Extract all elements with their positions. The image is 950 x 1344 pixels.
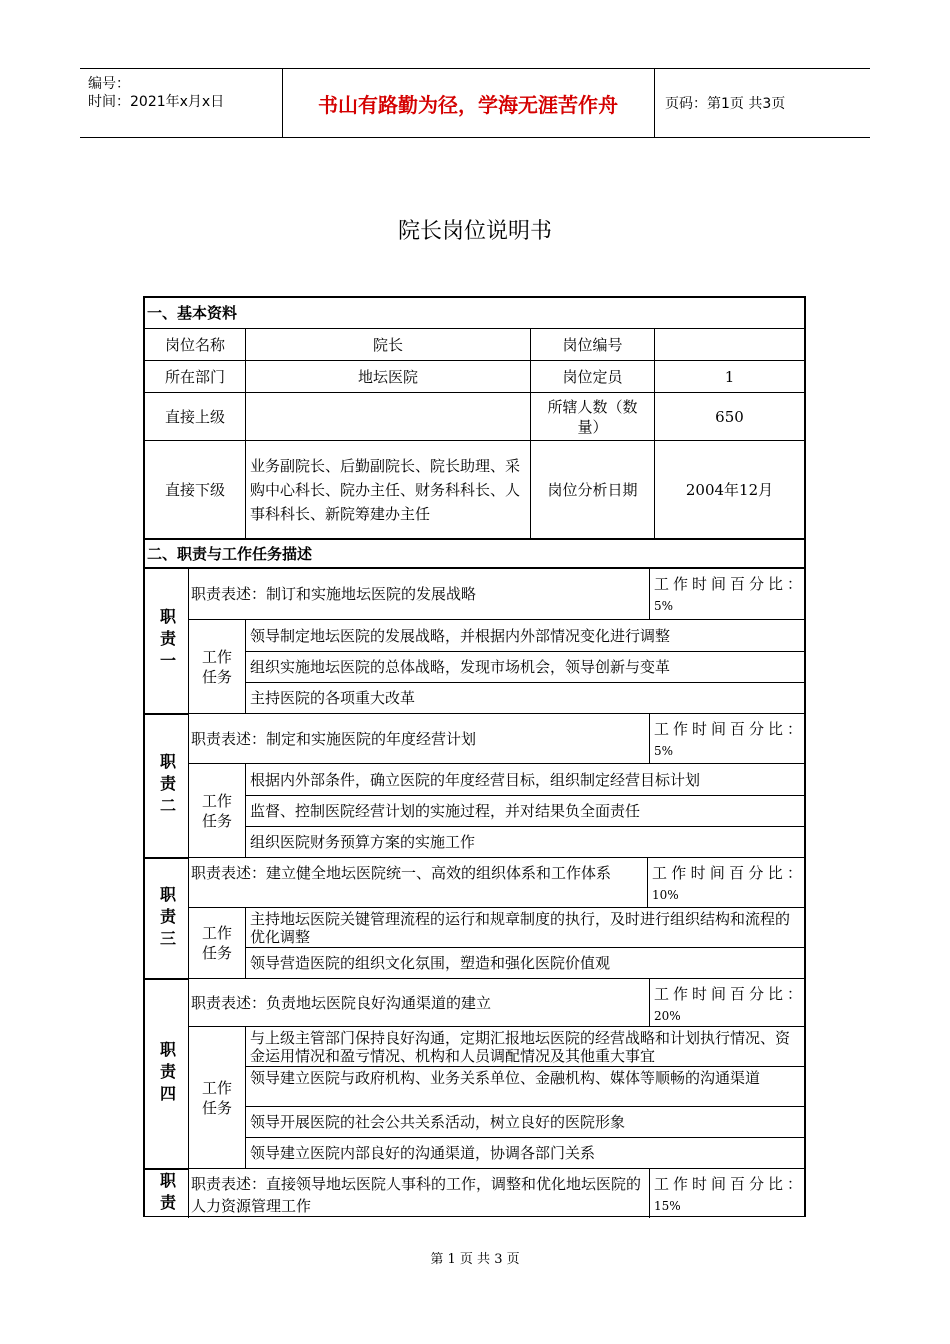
staff-count-label: 所辖人数（数量） xyxy=(531,392,655,440)
page-footer: 第 1 页 共 3 页 xyxy=(430,1252,520,1267)
section-basic-info-heading: 一、基本资料 xyxy=(147,304,238,322)
duty-4-label-cell xyxy=(145,978,189,1168)
duty-1-task-3: 主持医院的各项重大改革 xyxy=(246,682,804,713)
duty-2-label-cell xyxy=(145,713,189,857)
duty-2-task-2: 监督、控制医院经营计划的实施过程，并对结果负全面责任 xyxy=(246,795,804,826)
quota-label: 岗位定员 xyxy=(531,360,655,392)
duty-4-task-1: 与上级主管部门保持良好沟通，定期汇报地坛医院的经营战略和计划执行情况、资金运用情况和盈亏情况、机构和人员调配情况及其他重大事宜 xyxy=(246,1026,804,1066)
duty-2-task-1: 根据内外部条件，确立医院的年度经营目标，组织制定经营目标计划 xyxy=(246,763,804,795)
duty-1-task-2: 组织实施地坛医院的总体战略，发现市场机会，领导创新与变革 xyxy=(246,651,804,682)
document-title: 院长岗位说明书 xyxy=(397,219,552,244)
dept-value: 地坛医院 xyxy=(246,360,531,392)
duty-3-label: 职责三 xyxy=(157,885,177,952)
duty-4-task-2: 领导建立医院与政府机构、业务关系单位、金融机构、媒体等顺畅的沟通渠道 xyxy=(246,1066,804,1106)
table-bottom-rule xyxy=(143,1216,806,1217)
duty-3-task-1: 主持地坛医院关键管理流程的运行和规章制度的执行，及时进行组织结构和流程的优化调整 xyxy=(246,907,804,947)
duty-4-task-label: 工作任务 xyxy=(189,1026,246,1168)
duty-4-task-4: 领导建立医院内部良好的沟通渠道，协调各部门关系 xyxy=(246,1137,804,1168)
analysis-date-label: 岗位分析日期 xyxy=(531,440,655,538)
time-label: 时间：2021年x月x日 xyxy=(88,94,225,110)
duty-4-task-3: 领导开展医院的社会公共关系活动，树立良好的医院形象 xyxy=(246,1106,804,1137)
duty-4-pct-value: 20% xyxy=(654,1009,681,1023)
post-no-label: 岗位编号 xyxy=(531,328,655,360)
duty-2-pct-value: 5% xyxy=(654,744,674,758)
duty-4-statement: 职责表述：负责地坛医院良好沟通渠道的建立 xyxy=(189,978,650,1026)
duty-1-task-label: 工作任务 xyxy=(189,619,246,713)
staff-count-value: 650 xyxy=(655,392,804,440)
duty-3-label-cell xyxy=(145,857,189,978)
duty-2-pct-label: 工作时间百分比： xyxy=(654,720,802,738)
duty-5-pct-value: 15% xyxy=(654,1199,681,1213)
post-no-value xyxy=(655,328,804,360)
duty-1-label: 职责一 xyxy=(157,608,177,674)
duty-2-task-3: 组织医院财务预算方案的实施工作 xyxy=(246,826,804,857)
duty-3-statement: 职责表述：建立健全地坛医院统一、高效的组织体系和工作体系 xyxy=(189,857,648,907)
duty-3-pct-label: 工作时间百分比： xyxy=(652,864,802,882)
duty-4-pct-label: 工作时间百分比： xyxy=(654,985,802,1003)
duty-1-time-pct xyxy=(650,569,804,619)
quota-value: 1 xyxy=(655,360,804,392)
subordinate-label: 直接下级 xyxy=(145,440,246,538)
subordinate-value: 业务副院长、后勤副院长、院长助理、采购中心科长、院办主任、财务科科长、人事科科长、新院筹建办主任 xyxy=(246,440,531,538)
duty-2-time-pct xyxy=(650,713,804,763)
page-header xyxy=(80,68,870,138)
header-meta xyxy=(80,69,283,137)
duty-2-label: 职责二 xyxy=(157,753,177,819)
superior-value xyxy=(246,392,531,440)
duty-4-time-pct xyxy=(650,978,804,1026)
analysis-date-value: 2004年12月 xyxy=(655,440,804,538)
section-duties-heading: 二、职责与工作任务描述 xyxy=(145,538,804,569)
duty-1-pct-label: 工作时间百分比： xyxy=(654,575,802,593)
page-info: 页码：第1页 共3页 xyxy=(665,96,786,112)
job-description-table xyxy=(143,296,806,1216)
motto: 书山有路勤为径，学海无涯苦作舟 xyxy=(282,69,655,137)
duty-2-statement: 职责表述：制定和实施医院的年度经营计划 xyxy=(189,713,650,763)
post-name-label: 岗位名称 xyxy=(145,328,246,360)
duty-2-task-label: 工作任务 xyxy=(189,763,246,857)
duty-3-task-2: 领导营造医院的组织文化氛围，塑造和强化医院价值观 xyxy=(246,947,804,978)
duty-3-task-label: 工作任务 xyxy=(189,907,246,978)
duty-1-task-1: 领导制定地坛医院的发展战略，并根据内外部情况变化进行调整 xyxy=(246,619,804,651)
duty-5-label: 职责 xyxy=(157,1172,177,1216)
duty-1-statement: 职责表述：制订和实施地坛医院的发展战略 xyxy=(189,569,650,619)
duty-3-pct-value: 10% xyxy=(652,888,679,902)
duty-5-pct-label: 工作时间百分比： xyxy=(654,1175,802,1193)
duty-1-label-cell xyxy=(145,569,189,713)
duty-1-pct-value: 5% xyxy=(654,599,674,613)
duty-3-time-pct xyxy=(648,857,804,907)
duty-4-label: 职责四 xyxy=(157,1041,177,1107)
post-name-value: 院长 xyxy=(246,328,531,360)
dept-label: 所在部门 xyxy=(145,360,246,392)
number-label: 编号： xyxy=(88,76,130,92)
duty-5-label-cell xyxy=(145,1168,189,1218)
duty-5-statement: 职责表述：直接领导地坛医院人事科的工作，调整和优化地坛医院的人力资源管理工作 xyxy=(189,1168,650,1218)
duty-5-time-pct xyxy=(650,1168,804,1218)
superior-label: 直接上级 xyxy=(145,392,246,440)
